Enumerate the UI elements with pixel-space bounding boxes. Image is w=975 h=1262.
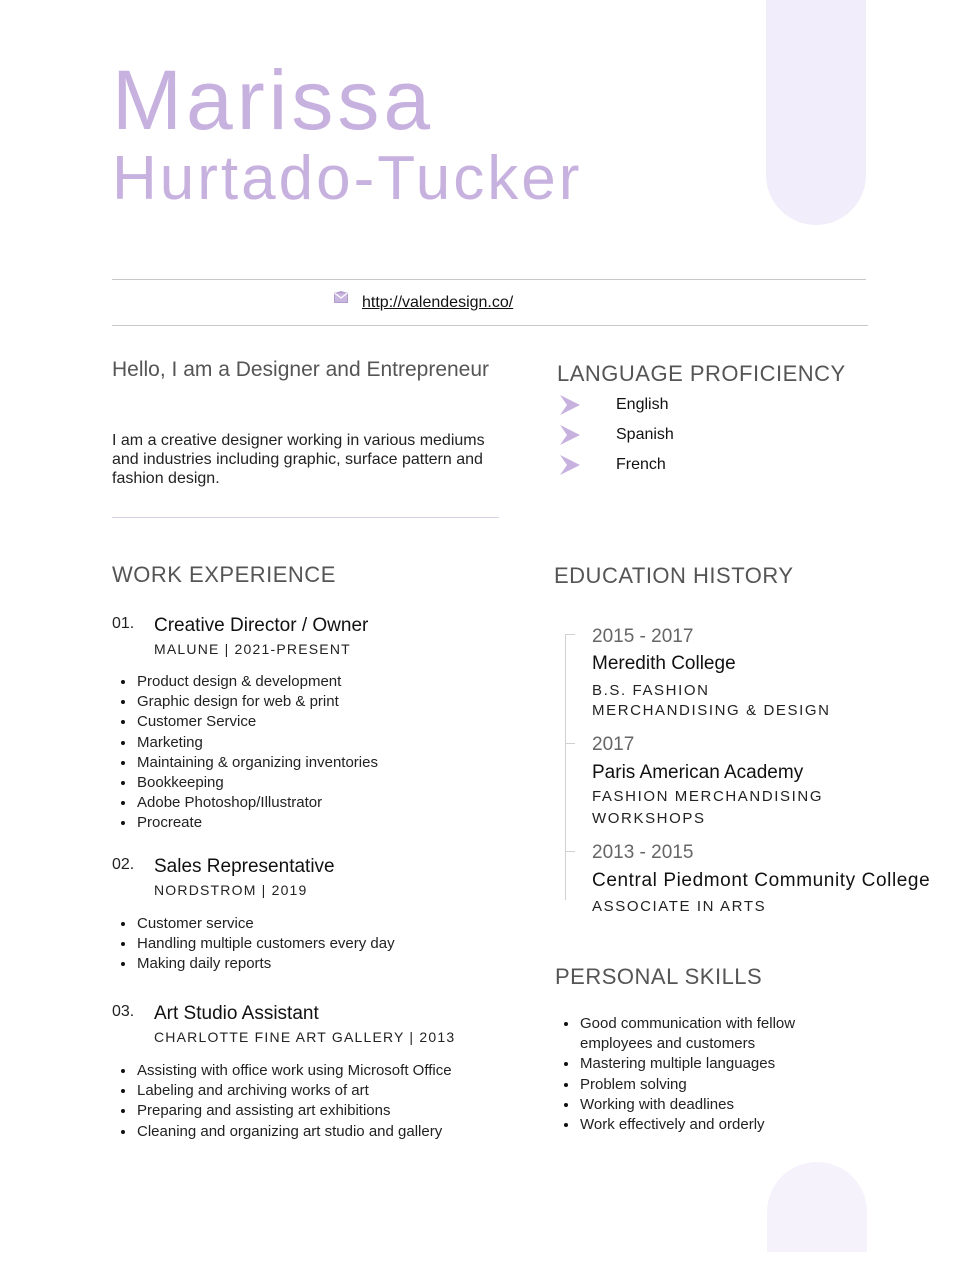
education-school: Meredith College [592, 653, 736, 674]
decorative-top-pill [766, 0, 866, 225]
work-section-title: WORK EXPERIENCE [112, 562, 336, 587]
list-item: Labeling and archiving works of art [112, 1081, 452, 1101]
list-item: Making daily reports [112, 954, 395, 974]
list-item: Assisting with office work using Microsoft Office [112, 1061, 452, 1081]
divider-contact-bottom [112, 325, 868, 326]
skills-list [555, 1014, 835, 1135]
language-label: French [616, 456, 666, 473]
job-title: Art Studio Assistant [154, 1003, 319, 1024]
list-item: Preparing and assisting art exhibitions [112, 1101, 452, 1121]
list-item: Product design & development [112, 672, 378, 692]
job-number: 02. [112, 856, 135, 873]
job-bullets [112, 914, 395, 975]
education-degree: ASSOCIATE IN ARTS [592, 898, 767, 915]
envelope-icon [334, 290, 348, 302]
timeline-tick [565, 743, 575, 744]
list-item: Handling multiple customers every day [112, 934, 395, 954]
list-item: Customer Service [112, 712, 378, 732]
education-years: 2017 [592, 734, 635, 755]
first-name: Marissa [112, 53, 435, 147]
chevron-right-icon [558, 394, 580, 416]
job-meta: MALUNE | 2021-PRESENT [154, 641, 351, 657]
timeline-tick [565, 634, 575, 635]
education-degree: FASHION MERCHANDISING [592, 788, 824, 805]
education-section-title: EDUCATION HISTORY [554, 563, 794, 588]
chevron-right-icon [558, 454, 580, 476]
list-item: Mastering multiple languages [555, 1054, 835, 1074]
language-label: English [616, 396, 669, 413]
list-item: Graphic design for web & print [112, 692, 378, 712]
list-item: Problem solving [555, 1075, 835, 1095]
education-years: 2015 - 2017 [592, 626, 694, 647]
list-item: Adobe Photoshop/Illustrator [112, 793, 378, 813]
list-item: Maintaining & organizing inventories [112, 753, 378, 773]
education-degree: MERCHANDISING & DESIGN [592, 702, 831, 719]
intro-headline: Hello, I am a Designer and Entrepreneur [112, 358, 490, 381]
list-item: Cleaning and organizing art studio and gallery [112, 1122, 452, 1142]
job-bullets [112, 672, 378, 834]
job-bullets [112, 1061, 452, 1142]
list-item: Work effectively and orderly [555, 1115, 835, 1135]
language-label: Spanish [616, 426, 674, 443]
education-school: Paris American Academy [592, 762, 804, 783]
list-item: Bookkeeping [112, 773, 378, 793]
divider-top [112, 279, 866, 280]
education-timeline [565, 634, 566, 900]
education-years: 2013 - 2015 [592, 842, 694, 863]
chevron-right-icon [558, 424, 580, 446]
list-item: Good communication with fellow employees and customers [555, 1014, 835, 1054]
intro-text: I am a creative designer working in various mediums and industries including graphic, surface pattern and fashion design. [112, 432, 485, 487]
education-degree: B.S. FASHION [592, 682, 710, 699]
job-number: 03. [112, 1003, 135, 1020]
language-section-title: LANGUAGE PROFICIENCY [557, 361, 846, 386]
list-item: Customer service [112, 914, 395, 934]
list-item: Working with deadlines [555, 1095, 835, 1115]
education-degree: WORKSHOPS [592, 810, 706, 827]
intro-divider [112, 517, 499, 518]
job-meta: CHARLOTTE FINE ART GALLERY | 2013 [154, 1029, 456, 1045]
list-item: Procreate [112, 813, 378, 833]
skills-section-title: PERSONAL SKILLS [555, 964, 763, 989]
decorative-bottom-pill [767, 1162, 867, 1252]
timeline-tick [565, 851, 575, 852]
education-school: Central Piedmont Community College [592, 870, 931, 891]
website-link[interactable]: http://valendesign.co/ [362, 294, 514, 311]
job-meta: NORDSTROM | 2019 [154, 882, 308, 898]
job-number: 01. [112, 615, 135, 632]
job-title: Sales Representative [154, 856, 335, 877]
job-title: Creative Director / Owner [154, 615, 369, 636]
list-item: Marketing [112, 733, 378, 753]
last-name: Hurtado-Tucker [112, 144, 583, 213]
